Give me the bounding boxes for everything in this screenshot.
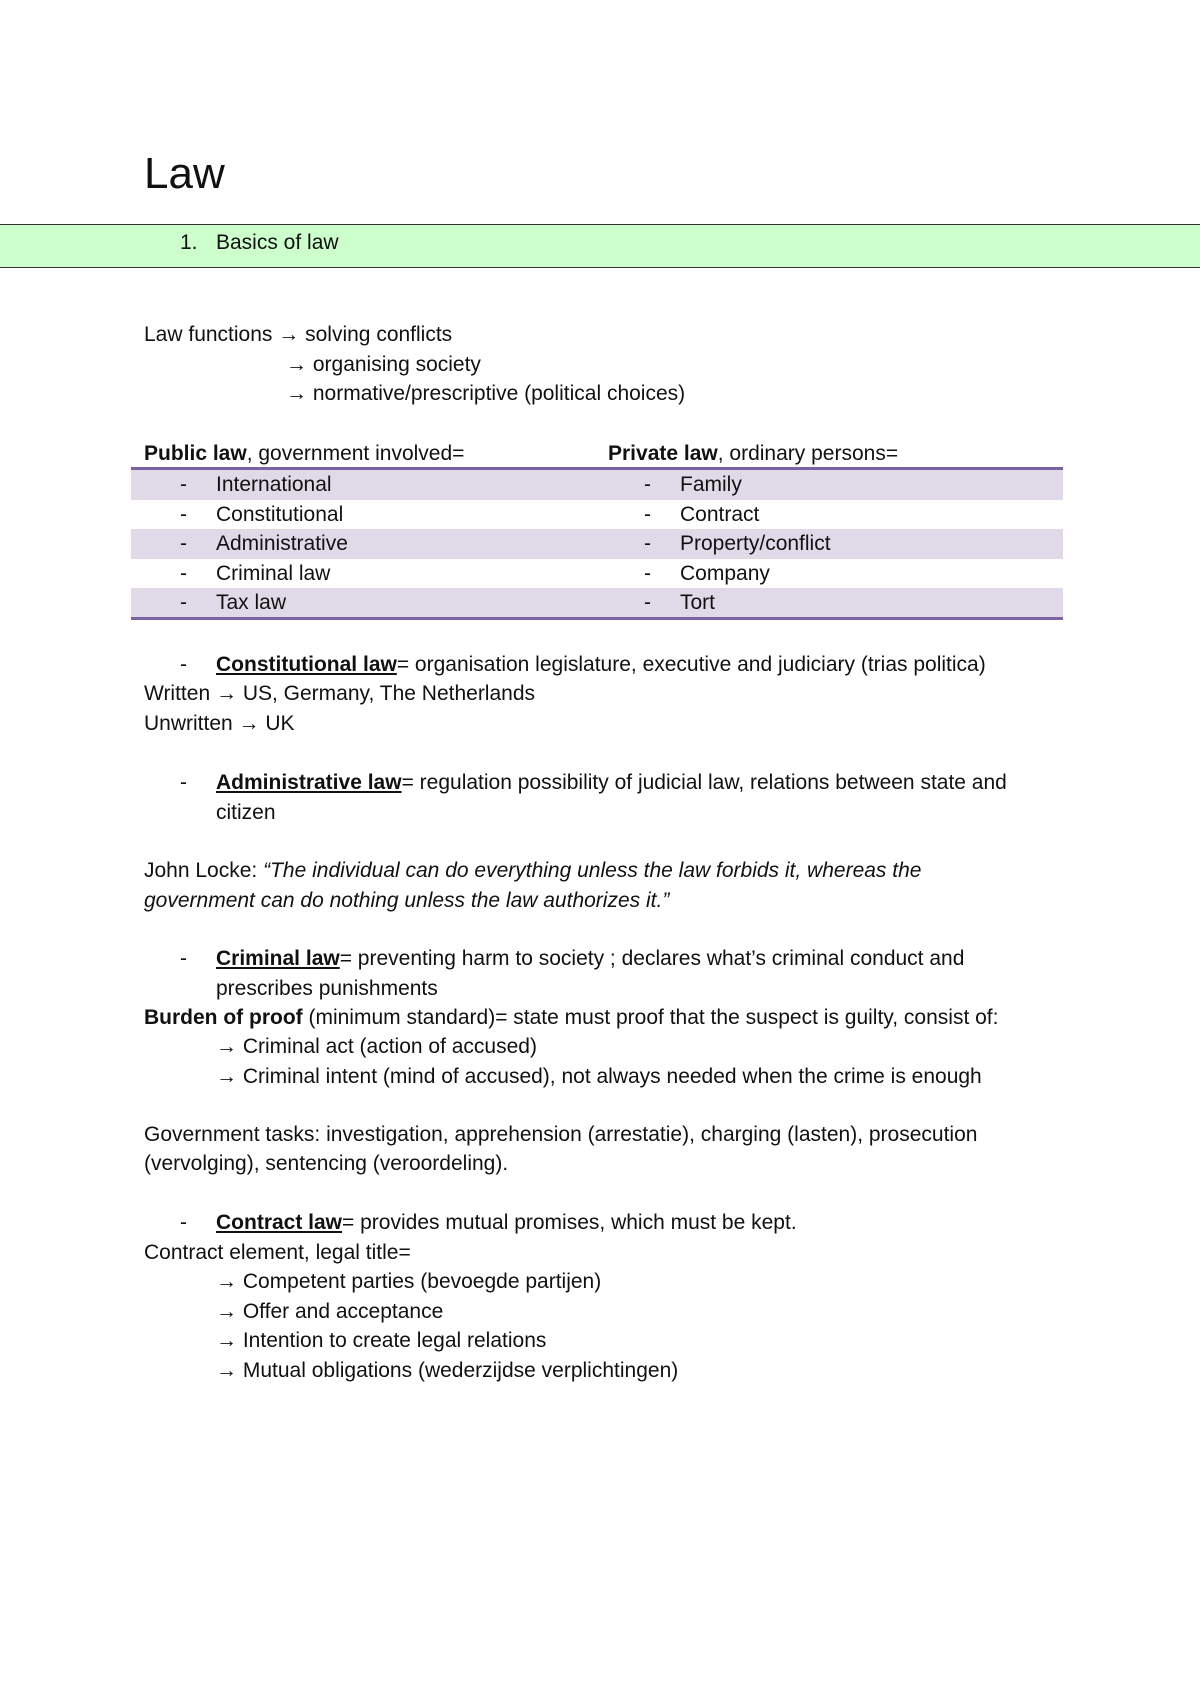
table-row: - Administrative - Property/conflict <box>131 529 1063 559</box>
page-title: Law <box>144 149 225 198</box>
public-law-item: Tax law <box>216 591 287 614</box>
locke-quote-line-1: John Locke: “The individual can do everything unless the law forbids it, whereas the <box>144 859 922 882</box>
locke-quote-line-2: government can do nothing unless the law authorizes it.” <box>144 889 670 912</box>
quote-author: John Locke: <box>144 859 264 882</box>
arrow-icon: → <box>216 1065 237 1088</box>
written-constitution-line: Written → US, Germany, The Netherlands <box>144 682 536 705</box>
arrow-icon: → <box>216 1329 237 1352</box>
arrow-icon: → <box>216 1035 237 1058</box>
private-law-header: Private law, ordinary persons= <box>608 442 899 465</box>
arrow-icon: → <box>216 1270 237 1293</box>
private-law-item: Family <box>680 473 742 496</box>
contract-element-item: → Offer and acceptance <box>216 1300 444 1323</box>
private-law-item: Property/conflict <box>680 532 831 555</box>
table-row: - Constitutional - Contract <box>131 500 1063 530</box>
private-law-item: Contract <box>680 503 760 526</box>
government-tasks-line-2: (vervolging), sentencing (veroordeling). <box>144 1152 509 1175</box>
bullet-marker: - <box>180 1211 187 1234</box>
functions-line-1 <box>144 320 452 350</box>
arrow-icon: → <box>286 382 307 405</box>
contract-element-item: → Competent parties (bevoegde partijen) <box>216 1270 602 1293</box>
section-label: Basics of law <box>216 231 339 254</box>
criminal-law-definition: Criminal law= preventing harm to society ; declares what’s criminal conduct and <box>216 947 965 970</box>
function-item: normative/prescriptive (political choices) <box>312 382 686 405</box>
arrow-icon: → <box>216 1359 237 1382</box>
bullet-marker: - <box>180 771 187 794</box>
private-law-item: Company <box>680 562 770 585</box>
arrow-icon: → <box>278 323 300 346</box>
section-heading-band <box>0 224 1200 268</box>
arrow-icon: → <box>286 353 307 376</box>
public-law-item: International <box>216 473 332 496</box>
contract-law-definition: Contract law= provides mutual promises, which must be kept. <box>216 1211 797 1234</box>
table-row: - Criminal law - Company <box>131 559 1063 589</box>
contract-element-line: Contract element, legal title= <box>144 1241 411 1264</box>
administrative-law-continuation: citizen <box>216 801 276 824</box>
table-bottom-rule <box>131 617 1063 620</box>
public-law-item: Administrative <box>216 532 348 555</box>
public-law-item: Criminal law <box>216 562 331 585</box>
arrow-icon: → <box>216 1300 237 1323</box>
arrow-icon: → <box>215 682 237 705</box>
function-item: organising society <box>312 353 481 376</box>
functions-lead: Law functions <box>144 323 273 346</box>
section-number: 1. <box>180 231 198 254</box>
functions-line-3 <box>286 379 685 409</box>
private-law-item: Tort <box>680 591 716 614</box>
burden-of-proof-line: Burden of proof (minimum standard)= state must proof that the suspect is guilty, consist of: <box>144 1006 999 1029</box>
table-row: - International - Family <box>131 470 1063 500</box>
criminal-law-continuation: prescribes punishments <box>216 977 438 1000</box>
criminal-element-item: → Criminal intent (mind of accused), not always needed when the crime is enough <box>216 1065 982 1088</box>
public-law-header: Public law, government involved= <box>144 442 465 465</box>
functions-line-2 <box>286 350 481 380</box>
constitutional-law-definition: Constitutional law= organisation legislature, executive and judiciary (trias politica) <box>216 653 986 676</box>
administrative-law-definition: Administrative law= regulation possibility of judicial law, relations between state and <box>216 771 1007 794</box>
criminal-element-item: → Criminal act (action of accused) <box>216 1035 537 1058</box>
public-law-item: Constitutional <box>216 503 344 526</box>
arrow-icon: → <box>238 712 260 735</box>
bullet-marker: - <box>180 947 187 970</box>
government-tasks-line-1: Government tasks: investigation, apprehension (arrestatie), charging (lasten), prosecution <box>144 1123 978 1146</box>
contract-element-item: → Mutual obligations (wederzijdse verplichtingen) <box>216 1359 679 1382</box>
unwritten-constitution-line: Unwritten → UK <box>144 712 295 735</box>
function-item: solving conflicts <box>305 323 453 346</box>
contract-element-item: → Intention to create legal relations <box>216 1329 547 1352</box>
table-row: - Tax law - Tort <box>131 588 1063 618</box>
bullet-marker: - <box>180 653 187 676</box>
